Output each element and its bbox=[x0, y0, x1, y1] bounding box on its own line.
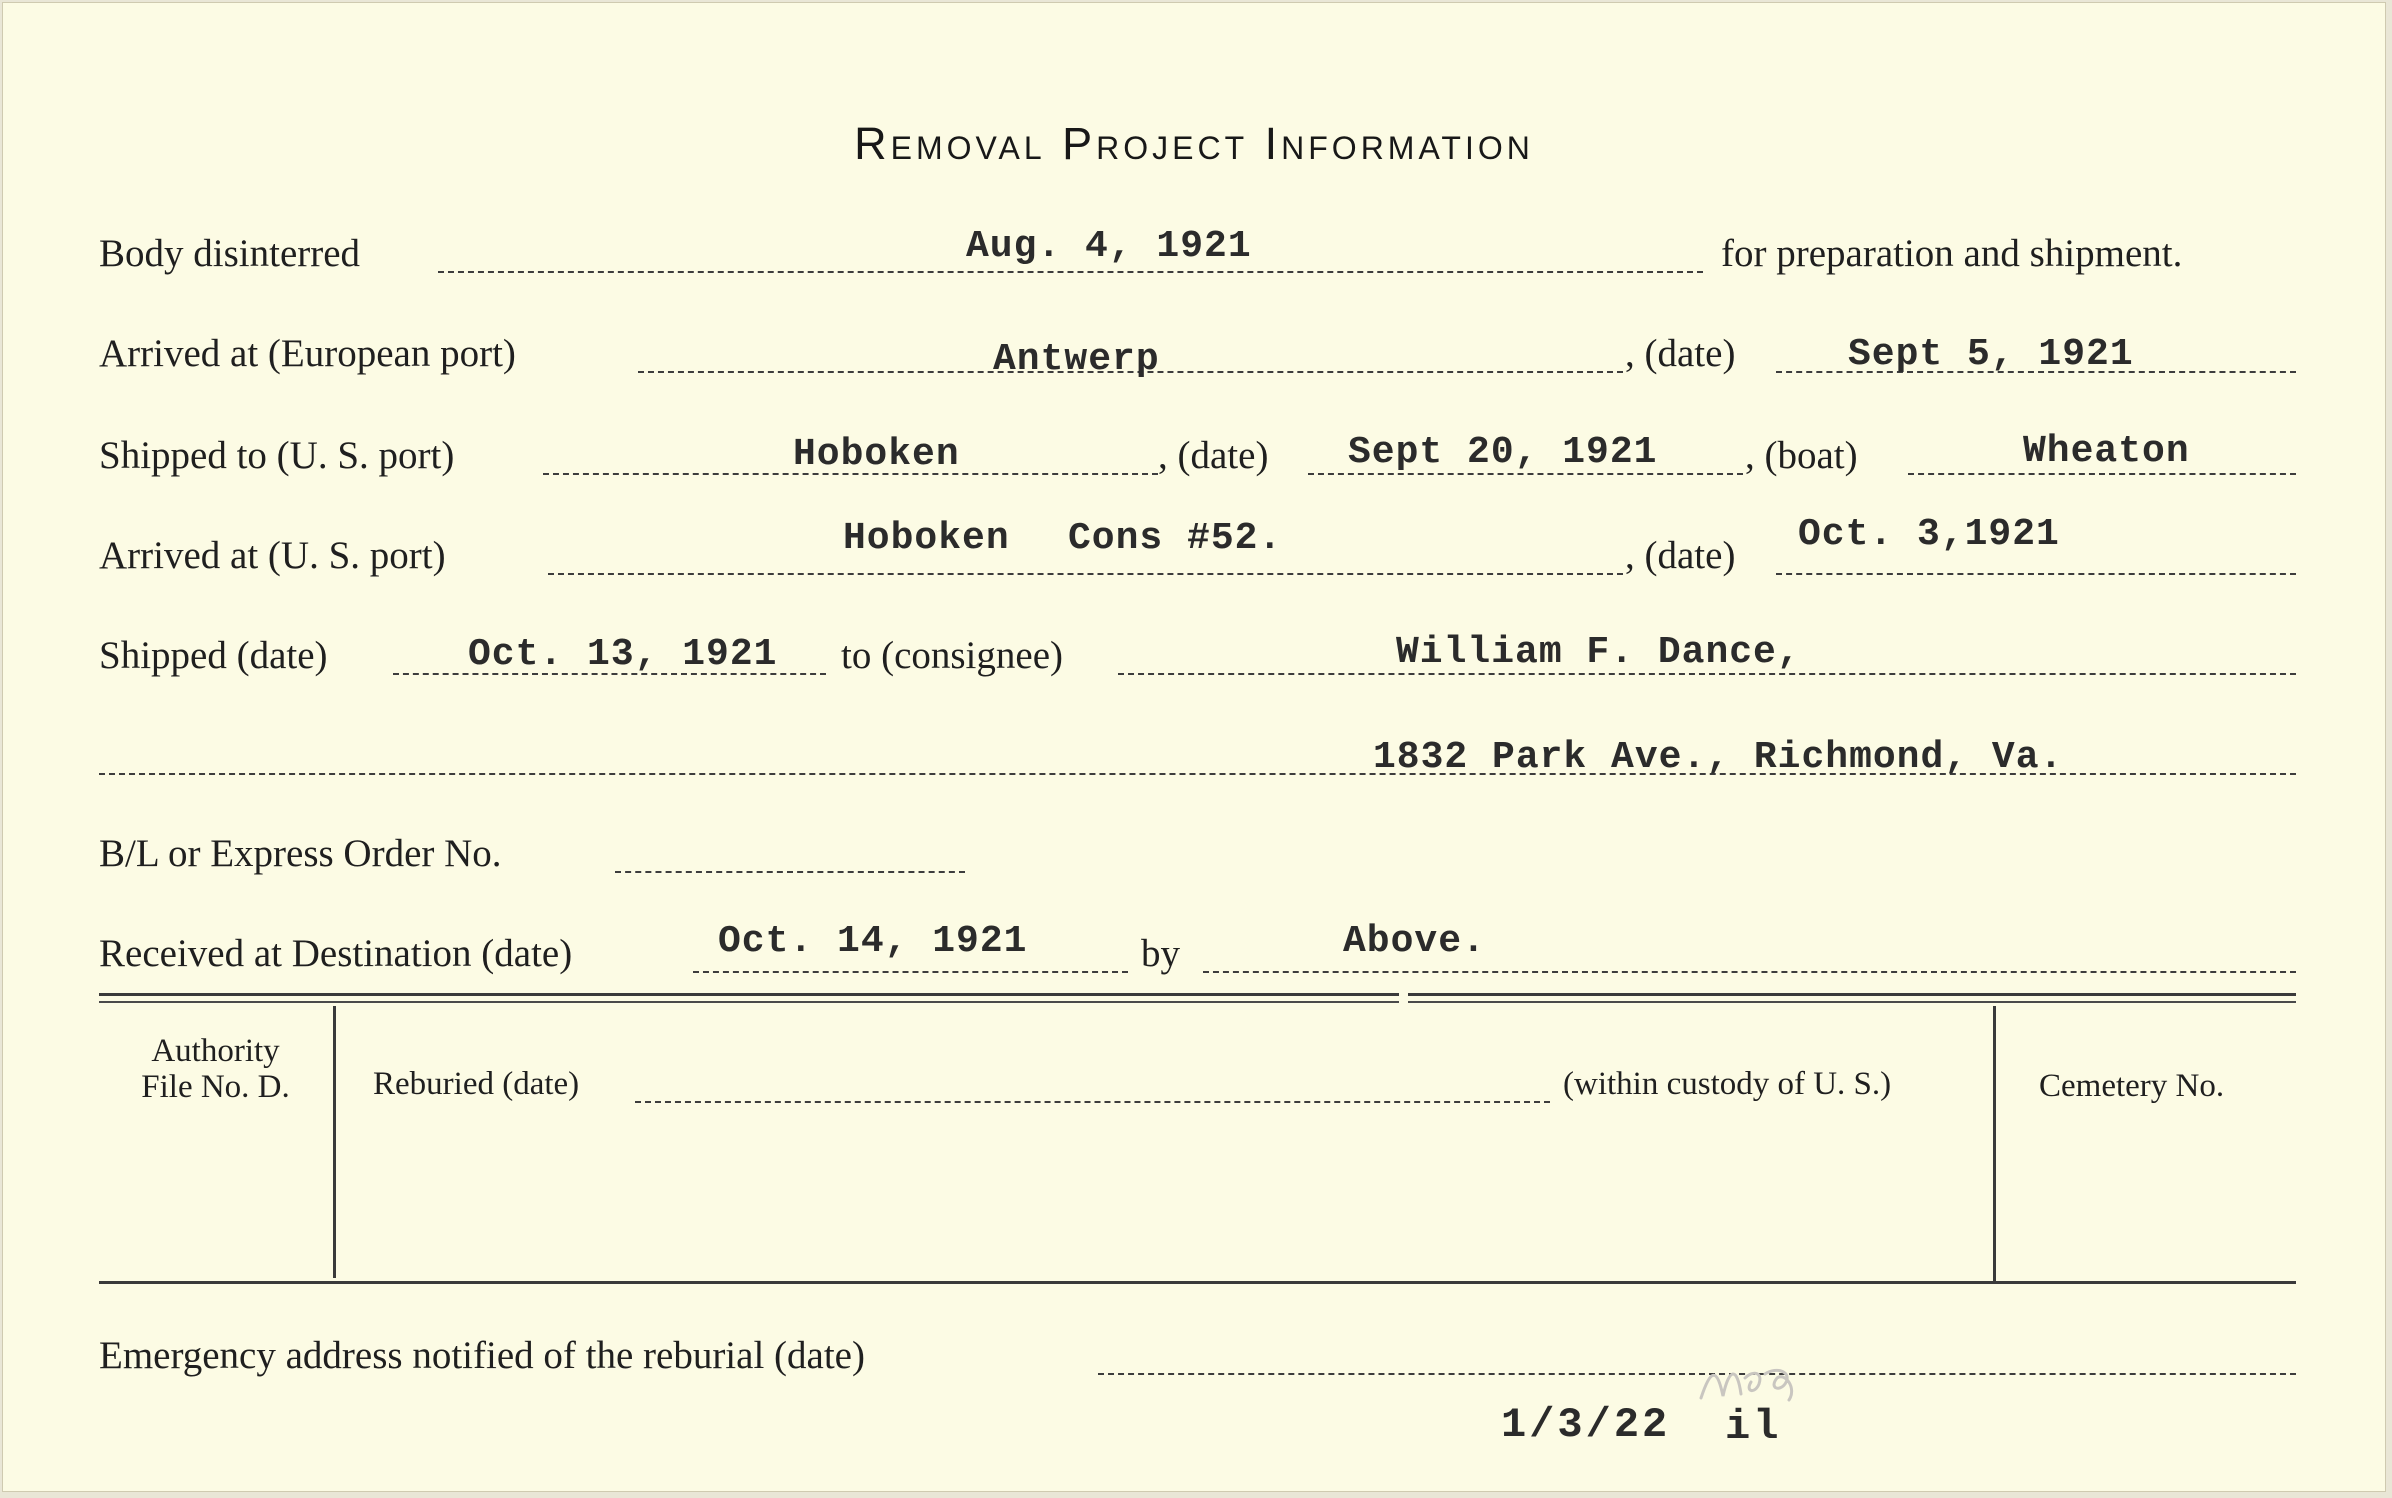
emergency-initials: il bbox=[1725, 1403, 1782, 1451]
arrived-us-extra: Cons #52. bbox=[1068, 517, 1283, 560]
box-divider-right bbox=[1993, 1006, 1996, 1281]
faint-initials-mark bbox=[1693, 1348, 1803, 1418]
arrived-european-date-value: Sept 5, 1921 bbox=[1848, 333, 2134, 376]
arrived-european-date-label: , (date) bbox=[1625, 332, 1736, 375]
divider-rule-right-1 bbox=[1408, 993, 2296, 996]
received-label: Received at Destination (date) bbox=[99, 932, 573, 975]
box-bottom-rule bbox=[99, 1281, 2296, 1284]
shipped-us-value: Hoboken bbox=[793, 433, 960, 476]
cemetery-label: Cemetery No. bbox=[2039, 1068, 2225, 1104]
divider-rule-left-1 bbox=[99, 993, 1399, 996]
authority-line-1: Authority bbox=[151, 1033, 280, 1069]
shipped-us-boat-line bbox=[1908, 473, 2296, 475]
received-by-value: Above. bbox=[1343, 920, 1486, 963]
arrived-us-value: Hoboken bbox=[843, 517, 1010, 560]
bl-label: B/L or Express Order No. bbox=[99, 832, 502, 875]
custody-label: (within custody of U. S.) bbox=[1563, 1066, 1892, 1102]
consignee-value: William F. Dance, bbox=[1396, 631, 1801, 674]
divider-rule-left-2 bbox=[99, 1001, 1399, 1003]
disinterred-suffix: for preparation and shipment. bbox=[1721, 232, 2183, 275]
arrived-us-date-label: , (date) bbox=[1625, 534, 1736, 577]
disinterred-line bbox=[438, 271, 1703, 273]
bl-line bbox=[615, 871, 965, 873]
box-divider-left bbox=[333, 1006, 336, 1278]
page-title: Removal Project Information bbox=[854, 118, 1534, 169]
emergency-date-value: 1/3/22 bbox=[1501, 1401, 1671, 1449]
arrived-us-line bbox=[548, 573, 1623, 575]
received-by-line bbox=[1203, 971, 2296, 973]
received-date-value: Oct. 14, 1921 bbox=[718, 920, 1028, 963]
shipped-us-boat-label: , (boat) bbox=[1745, 434, 1858, 477]
disinterred-value: Aug. 4, 1921 bbox=[966, 225, 1252, 268]
arrived-european-value: Antwerp bbox=[993, 338, 1160, 381]
divider-rule-right-2 bbox=[1408, 1001, 2296, 1003]
arrived-us-label: Arrived at (U. S. port) bbox=[99, 534, 446, 577]
record-card bbox=[2, 2, 2386, 1492]
received-date-line bbox=[693, 971, 1128, 973]
shipped-us-date-value: Sept 20, 1921 bbox=[1348, 431, 1658, 474]
arrived-us-date-value: Oct. 3,1921 bbox=[1798, 513, 2060, 556]
consignee-address: 1832 Park Ave., Richmond, Va. bbox=[1373, 736, 2064, 779]
shipped-us-boat-value: Wheaton bbox=[2023, 430, 2190, 473]
arrived-european-label: Arrived at (European port) bbox=[99, 332, 516, 375]
emergency-label: Emergency address notified of the reburial (date) bbox=[99, 1334, 865, 1377]
received-by-label: by bbox=[1141, 932, 1180, 975]
disinterred-label: Body disinterred bbox=[99, 232, 361, 275]
shipped-us-date-label: , (date) bbox=[1158, 434, 1269, 477]
reburied-line bbox=[635, 1101, 1550, 1103]
authority-line-2: File No. D. bbox=[141, 1069, 290, 1105]
shipped-us-label: Shipped to (U. S. port) bbox=[99, 434, 455, 477]
shipped-label: Shipped (date) bbox=[99, 634, 328, 677]
reburied-label: Reburied (date) bbox=[373, 1066, 580, 1102]
arrived-us-date-line bbox=[1776, 573, 2296, 575]
shipped-date-value: Oct. 13, 1921 bbox=[468, 633, 778, 676]
authority-label bbox=[113, 1033, 318, 1105]
consignee-label: to (consignee) bbox=[841, 634, 1064, 677]
